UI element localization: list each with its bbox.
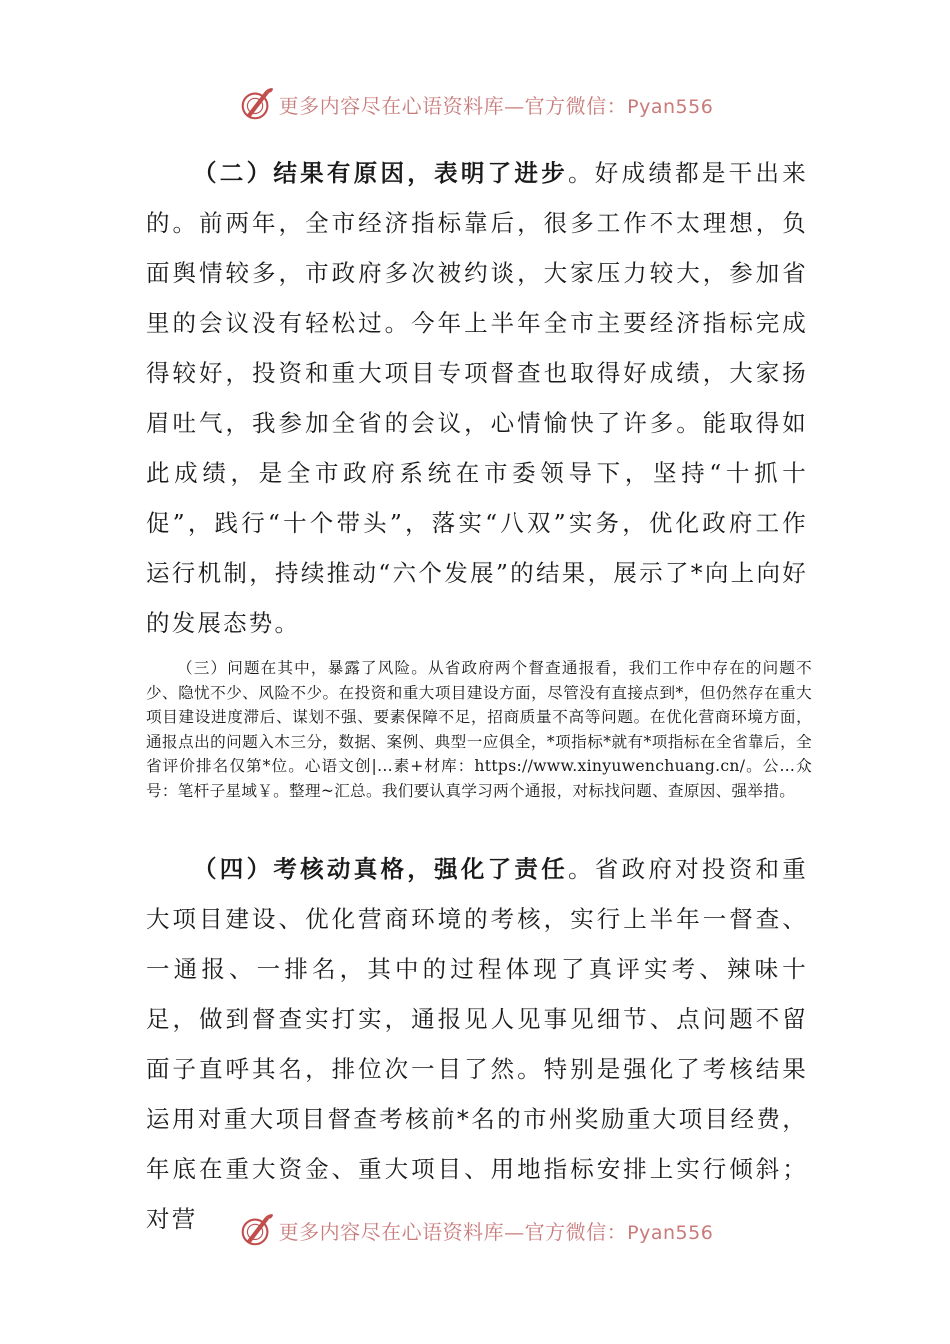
- paragraph-four-body: 。省政府对投资和重大项目建设、优化营商环境的考核，实行上半年一督查、一通报、一排名，其中的过程体现了真评实考、辣味十足，做到督查实打实，通报见人见事见细节、点问题不留面子直呼其名，排位次一目了然。特别是强化了考核结果运用对重大项目督查考核前*名的市州奖励重大项目经费，年底在重大资金、重大项目、用地指标安排上实行倾斜；对营: [146, 855, 808, 1233]
- paragraph-two-heading: （二）结果有原因，表明了进步: [193, 159, 568, 187]
- header-wechat-id: Pyan556: [627, 95, 714, 118]
- paragraph-two-body: 。好成绩都是干出来的。前两年，全市经济指标靠后，很多工作不太理想，负面舆情较多，市政府多次被约谈，大家压力较大，参加省里的会议没有轻松过。今年上半年全市主要经济指标完成得较好，投资和重大项目专项督查也取得好成绩，大家扬眉吐气，我参加全省的会议，心情愉快了许多。能取得如此成绩，是全市政府系统在市委领导下，坚持“十抓十促”，践行“十个带头”，落实“八双”实务，优化政府工作运行机制，持续推动“六个发展”的结果，展示了*向上向好的发展态势。: [146, 159, 808, 637]
- footer-banner-text: 更多内容尽在心语资料库—官方微信：Pyan556: [278, 1219, 714, 1244]
- quill-seal-icon: [237, 85, 275, 123]
- quill-seal-icon: [237, 1211, 275, 1249]
- footer-banner: [0, 1208, 950, 1252]
- paragraph-four-heading: （四）考核动真格，强化了责任: [193, 855, 568, 883]
- paragraph-two: [146, 148, 808, 648]
- header-banner: [0, 82, 950, 126]
- paragraph-three: （三）问题在其中，暴露了风险。从省政府两个督查通报看，我们工作中存在的问题不少、隐忧不少、风险不少。在投资和重大项目建设方面，尽管没有直接点到*，但仍然存在重大项目建设进度滞后、谋划不强、要素保障不足，招商质量不高等问题。在优化营商环境方面，通报点出的问题入木三分，数据、案例、典型一应俱全，*项指标*就有*项指标在全省靠后，全省评价排名仅第*位。心语文创|...素+材库：https://www.xinyuwenchuang.cn/。公…众号：笔杆子星域￥。整理~汇总。我们要认真学习两个通报，对标找问题、查原因、强举措。: [146, 659, 812, 800]
- footer-wechat-id: Pyan556: [627, 1221, 714, 1244]
- header-banner-text: 更多内容尽在心语资料库—官方微信：Pyan556: [278, 93, 714, 118]
- paragraph-four: [146, 844, 808, 1244]
